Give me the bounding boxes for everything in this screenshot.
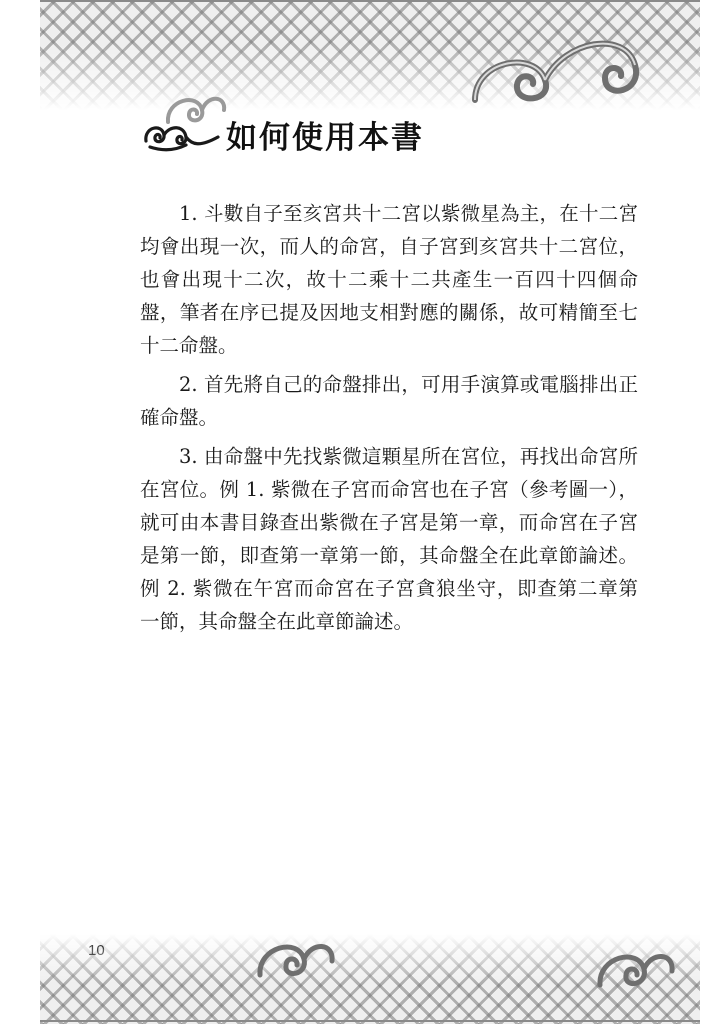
page-title: 如何使用本書 <box>226 120 424 156</box>
cloud-scroll-icon <box>455 20 655 115</box>
title-block <box>140 112 424 157</box>
cloud-scroll-icon <box>140 115 220 155</box>
paragraph-3: 3. 由命盤中先找紫微這顆星所在宮位，再找出命宮所在宮位。例 1. 紫微在子宮而命宮也在子宮（參考圖一），就可由本書目錄查出紫微在子宮是第一章，而命宮在子宮是第一節，即查第一章第一節，其命盤全在此章節論述。例 2. 紫微在午宮而命宮在子宮貪狼坐守，即查第二章第一節，其命盤全在此章節論述。 <box>140 445 638 633</box>
cloud-scroll-icon <box>250 925 340 985</box>
body-text <box>140 197 638 644</box>
paragraph-2: 2. 首先將自己的命盤排出，可用手演算或電腦排出正確命盤。 <box>140 373 638 429</box>
paragraph-1: 1. 斗數自子至亥宮共十二宮以紫微星為主，在十二宮均會出現一次，而人的命宮，自子宮到亥宮共十二宮位，也會出現十二次，故十二乘十二共產生一百四十四個命盤，筆者在序已提及因地支相對應的關係，故可精簡至七十二命盤。 <box>140 202 638 357</box>
top-border-rule <box>40 0 700 2</box>
bottom-border-rule <box>40 1020 700 1022</box>
cloud-scroll-icon <box>590 935 680 995</box>
